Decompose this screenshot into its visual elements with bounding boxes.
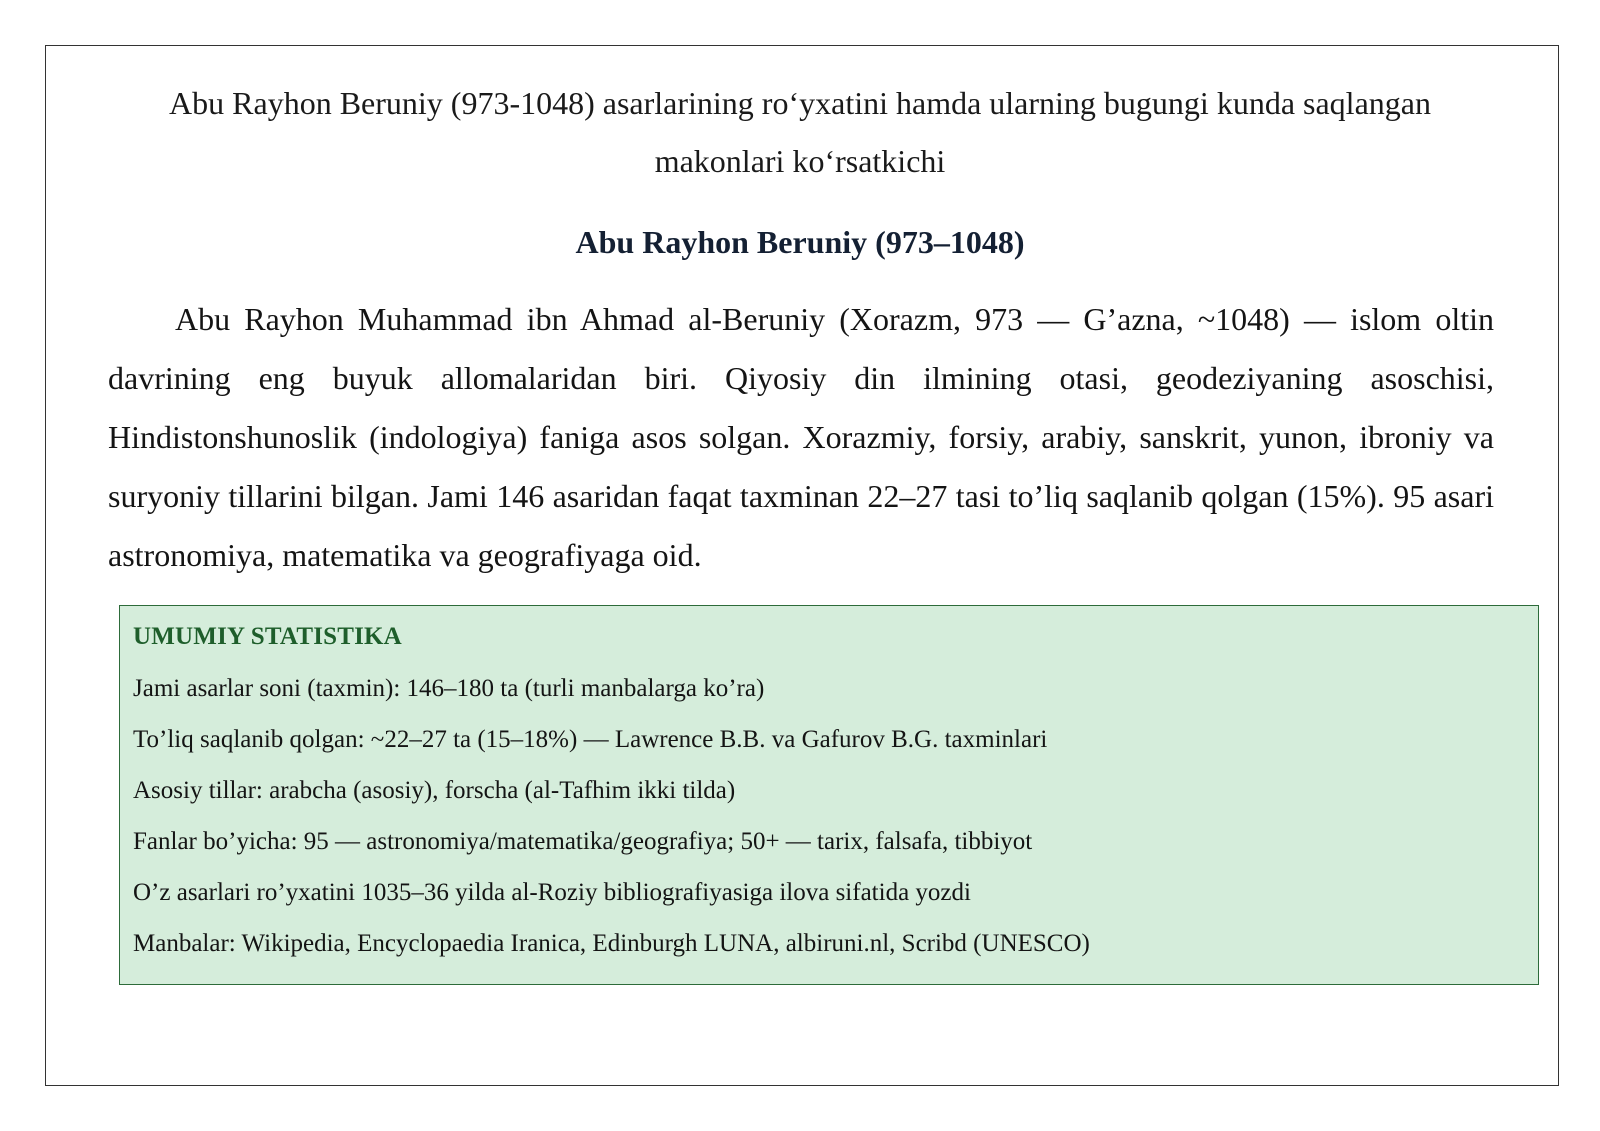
statistics-title: UMUMIY STATISTIKA — [133, 623, 402, 650]
statistics-item-total-works: Jami asarlar soni (taxmin): 146–180 ta (turli manbalarga ko’ra) — [133, 675, 765, 702]
intro-paragraph: Abu Rayhon Muhammad ibn Ahmad al-Beruniy (Xorazm, 973 — G’azna, ~1048) — islom oltin davrining eng buyuk allomalaridan biri. Qiyosiy din ilmining otasi, geodeziyaning asoschisi, Hindistonshunoslik (indologiya) faniga asos solgan. Xorazmiy, forsiy, arabiy, sanskrit, yunon, ibroniy va suryoniy tillarini bilgan. Jami 146 asaridan faqat taxminan 22–27 tasi to’liq saqlanib qolgan (15%). 95 asari astronomiya, matematika va geografiyaga oid. — [108, 301, 1494, 573]
statistics-list — [133, 672, 1524, 961]
statistics-item-fields: Fanlar bo’yicha: 95 — astronomiya/matematika/geografiya; 50+ — tarix, falsafa, tibbiyot — [133, 828, 1033, 855]
statistics-item-languages: Asosiy tillar: arabcha (asosiy), forscha (al-Tafhim ikki tilda) — [133, 777, 736, 804]
section-heading: Abu Rayhon Beruniy (973–1048) — [575, 224, 1025, 260]
document-title: Abu Rayhon Beruniy (973-1048) asarlarining roʻyxatini hamda ularning bugungi kunda saqlangan makonlari koʻrsatkichi — [169, 85, 1431, 179]
statistics-box — [119, 605, 1539, 985]
statistics-item-own-list: O’z asarlari ro’yxatini 1035–36 yilda al-Roziy bibliografiyasiga ilova sifatida yozdi — [133, 879, 971, 906]
statistics-item-preserved: To’liq saqlanib qolgan: ~22–27 ta (15–18%) — Lawrence B.B. va Gafurov B.G. taxminlari — [133, 726, 1048, 753]
statistics-item-sources: Manbalar: Wikipedia, Encyclopaedia Iranica, Edinburgh LUNA, albiruni.nl, Scribd (UNESCO) — [133, 930, 1090, 957]
